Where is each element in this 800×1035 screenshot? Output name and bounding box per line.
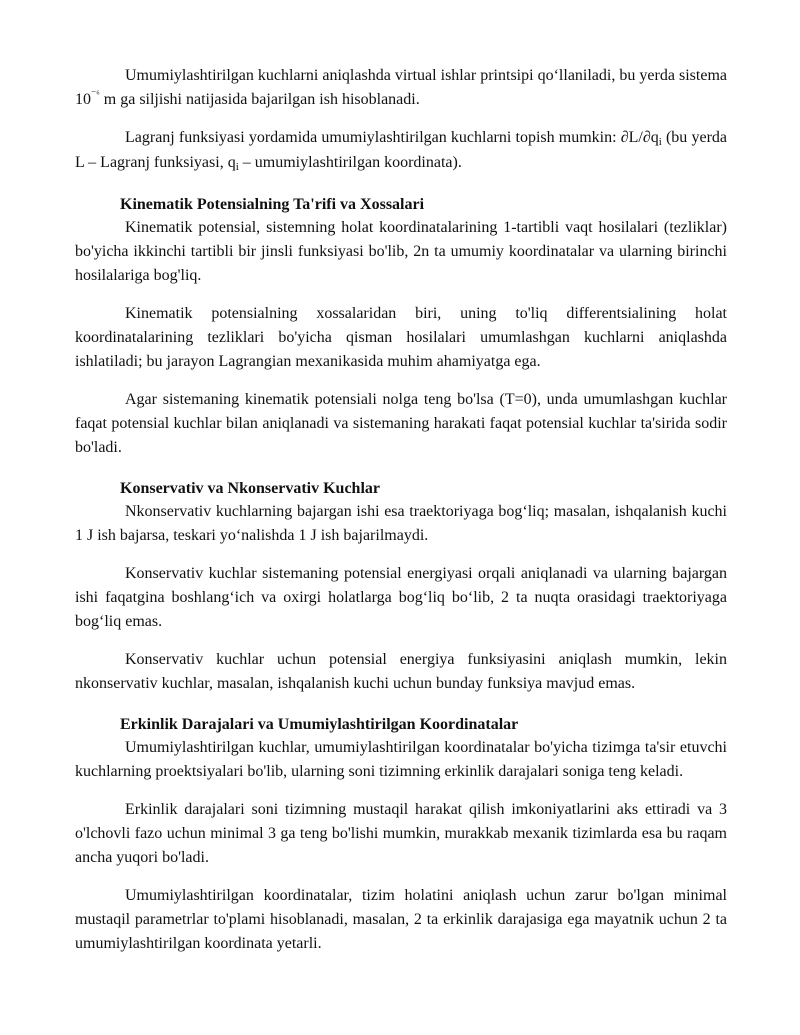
exponent: ⁻⁶	[91, 88, 100, 100]
paragraph-generalized-coordinates: Umumiylashtirilgan koordinatalar, tizim holatini aniqlash uchun zarur bo'lgan minimal mustaqil parametrlar to'plami hisoblanadi, masalan, 2 ta erkinlik darajasiga ega mayatnik uchun 2 ta umumiylashtirilgan koordinata yetarli.	[75, 887, 727, 952]
section-heading-kinematic: Kinematik Potensialning Ta'rifi va Xossalari	[120, 196, 425, 213]
section-heading-degrees-of-freedom: Erkinlik Darajalari va Umumiylashtirilgan Koordinatalar	[120, 716, 519, 733]
paragraph-degrees-count: Erkinlik darajalari soni tizimning mustaqil harakat qilish imkoniyatlarini aks ettiradi va 3 o'lchovli fazo uchun minimal 3 ga teng bo'lishi mumkin, murakkab mexanik tizimlarda esa bu raqam ancha yuqori bo'ladi.	[75, 801, 727, 866]
paragraph-text: – umumiylashtirilgan koordinata).	[238, 154, 462, 171]
section-heading-conservative: Konservativ va Nkonservativ Kuchlar	[120, 480, 380, 497]
paragraph-lagrange	[75, 126, 727, 176]
paragraph-potential-function: Konservativ kuchlar uchun potensial energiya funksiyasini aniqlash mumkin, lekin nkonservativ kuchlar, masalan, ishqalanish kuchi uchun bunday funksiya mavjud emas.	[75, 651, 727, 692]
paragraph-kinematic-definition: Kinematik potensial, sistemning holat koordinatalarining 1-tartibli vaqt hosilalari (tezliklar) bo'yicha ikkinchi tartibli bir jinsli funksiyasi bo'lib, 2n ta umumiy koordinatalar va ularning birinchi hosilalariga bog'liq.	[75, 219, 727, 284]
paragraph-text: m ga siljishi natijasida bajarilgan ish hisoblanadi.	[99, 91, 420, 108]
paragraph-conservative-energy: Konservativ kuchlar sistemaning potensial energiyasi orqali aniqlanadi va ularning bajargan ishi faqatgina boshlang‘ich va oxirgi holatlarga bog‘liq bo‘lib, 2 ta nuqta orasidagi traektoriyaga bog‘liq emas.	[75, 565, 727, 630]
document-page	[75, 64, 727, 970]
paragraph-virtual-work	[75, 64, 727, 112]
paragraph-text: (bu yerda L – Lagranj funksiyasi, q	[75, 129, 727, 171]
paragraph-kinematic-property: Kinematik potensialning xossalaridan biri, uning to'liq differentsialining holat koordinatalarining tezliklari bo'yicha qisman hosilalari umumlashgan kuchlarni aniqlashda ishlatiladi; bu jarayon Lagrangian mexanikasida muhim ahamiyatga ega.	[75, 305, 727, 370]
paragraph-kinematic-zero: Agar sistemaning kinematik potensiali nolga teng bo'lsa (T=0), unda umumlashgan kuchlar faqat potensial kuchlar bilan aniqlanadi va sistemaning harakati faqat potensial kuchlar ta'sirida sodir bo'ladi.	[75, 391, 727, 456]
paragraph-text: Lagranj funksiyasi yordamida umumiylashtirilgan kuchlarni topish mumkin: ∂L/∂q	[125, 129, 659, 146]
paragraph-nonconservative-work: Nkonservativ kuchlarning bajargan ishi esa traektoriyaga bog‘liq; masalan, ishqalanish kuchi 1 J ish bajarsa, teskari yo‘nalishda 1 J ish bajarilmaydi.	[75, 503, 727, 544]
subscript: i	[658, 136, 662, 148]
paragraph-text: Umumiylashtirilgan kuchlarni aniqlashda virtual ishlar printsipi qo‘llaniladi, bu yerda sistema 10	[75, 67, 727, 108]
subscript: i	[235, 161, 239, 173]
paragraph-generalized-forces: Umumiylashtirilgan kuchlar, umumiylashtirilgan koordinatalar bo'yicha tizimga ta'sir etuvchi kuchlarning proektsiyalari bo'lib, ularning soni tizimning erkinlik darajalari soniga teng keladi.	[75, 739, 727, 780]
